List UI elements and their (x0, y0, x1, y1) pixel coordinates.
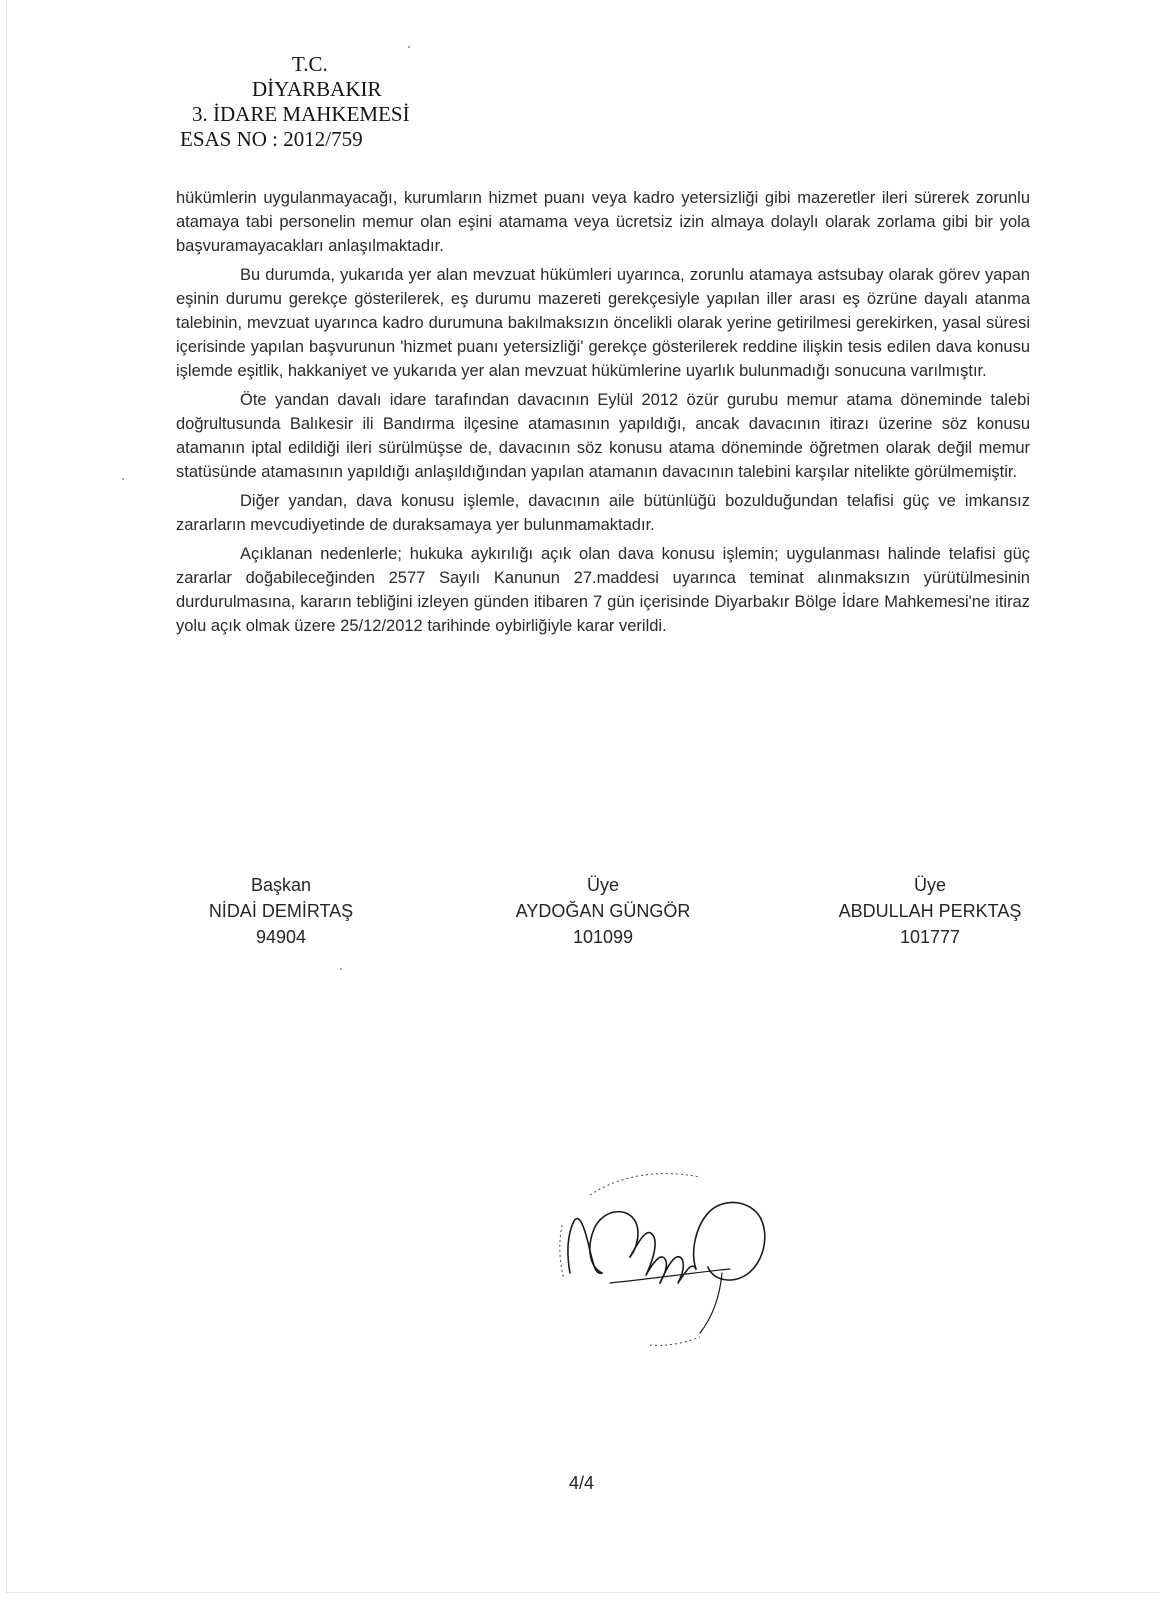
judge-name: NİDAİ DEMİRTAŞ (208, 901, 354, 921)
esas-no (180, 127, 410, 152)
court-header (180, 52, 410, 152)
judge-name: ABDULLAH PERKTAŞ (838, 901, 1022, 921)
paragraph: Bu durumda, yukarıda yer alan mevzuat hükümleri uyarınca, zorunlu atamaya astsubay olarak görev yapan eşinin durumu gerekçe gösterilerek, eş durumu mazereti gerekçesiyle yapılan iller arası eş özrüne dayalı atanma talebinin, mevzuat uyarınca kadro durumuna bakılmaksızın öncelikli olarak yerine getirilmesi gerekirken, yasal süresi içerisinde yapılan başvurunun 'hizmet puanı yetersizliği' gerekçe gösterilerek reddine ilişkin tesis edilen dava konusu işlemde eşitlik, hakkaniyet ve yukarıda yer alan mevzuat hükümlerine uyarlık bulunmadığı sonucuna varılmıştır. (176, 266, 1030, 380)
judge-president (156, 872, 406, 950)
paragraph: hükümlerin uygulanmayacağı, kurumların hizmet puanı veya kadro yetersizliği gibi mazeretler ileri sürerek zorunlu atamaya tabi personelin memur olan eşini atamama veya ücretsiz izin almaya dolaylı olarak zorlama gibi bir yola başvuramayacakları anlaşılmaktadır. (176, 189, 1030, 255)
scan-speck (408, 46, 410, 48)
judges-block (176, 872, 1030, 950)
esas-label: ESAS NO : (180, 127, 279, 151)
header-court: 3. İDARE MAHKEMESİ (192, 102, 410, 126)
scan-speck (122, 478, 124, 480)
paragraph: Açıklanan nedenlerle; hukuka aykırılığı açık olan dava konusu işlemin; uygulanması halinde telafisi güç zararlar doğabileceğinden 2577 Sayılı Kanunun 27.maddesi uyarınca teminat alınmaksızın yürütülmesinin durdurulmasına, kararın tebliğini izleyen günden itibaren 7 gün içerisinde Diyarbakır Bölge İdare Mahkemesi'ne itiraz yolu açık olmak üzere 25/12/2012 tarihinde oybirliğiyle karar verildi. (176, 545, 1030, 635)
decision-body (176, 186, 1030, 643)
paragraph: Diğer yandan, dava konusu işlemle, davacının aile bütünlüğü bozulduğundan telafisi güç ve imkansız zararların mevcudiyetinde de duraksamaya yer bulunmamaktadır. (176, 492, 1030, 534)
judge-member-1 (463, 872, 743, 950)
judge-role: Üye (913, 875, 946, 895)
judge-member-2 (790, 872, 1070, 950)
judge-role: Başkan (250, 875, 312, 895)
judge-role: Üye (586, 875, 619, 895)
esas-number: 2012/759 (283, 127, 363, 151)
judge-number: 94904 (255, 927, 307, 947)
judge-name: AYDOĞAN GÜNGÖR (515, 901, 691, 921)
scan-speck (340, 968, 342, 970)
header-tc: T.C. (292, 52, 328, 76)
judge-number: 101777 (899, 927, 961, 947)
page-number: 4/4 (568, 1473, 595, 1493)
header-city: DİYARBAKIR (252, 77, 382, 101)
handwritten-signature (550, 1155, 800, 1355)
paragraph: Öte yandan davalı idare tarafından davacının Eylül 2012 özür gurubu memur atama döneminde talebi doğrultusunda Balıkesir ili Bandırma ilçesine atamasının yapıldığı, ancak davacının itirazı üzerine söz konusu atamanın iptal edildiği ileri sürülmüşse de, davacının söz konusu atama döneminde öğretmen olarak değil memur statüsünde atamasının yapıldığı anlaşıldığından yapılan atamanın davacının talebini karşılar nitelikte görülmemiştir. (176, 391, 1030, 481)
judge-number: 101099 (572, 927, 634, 947)
